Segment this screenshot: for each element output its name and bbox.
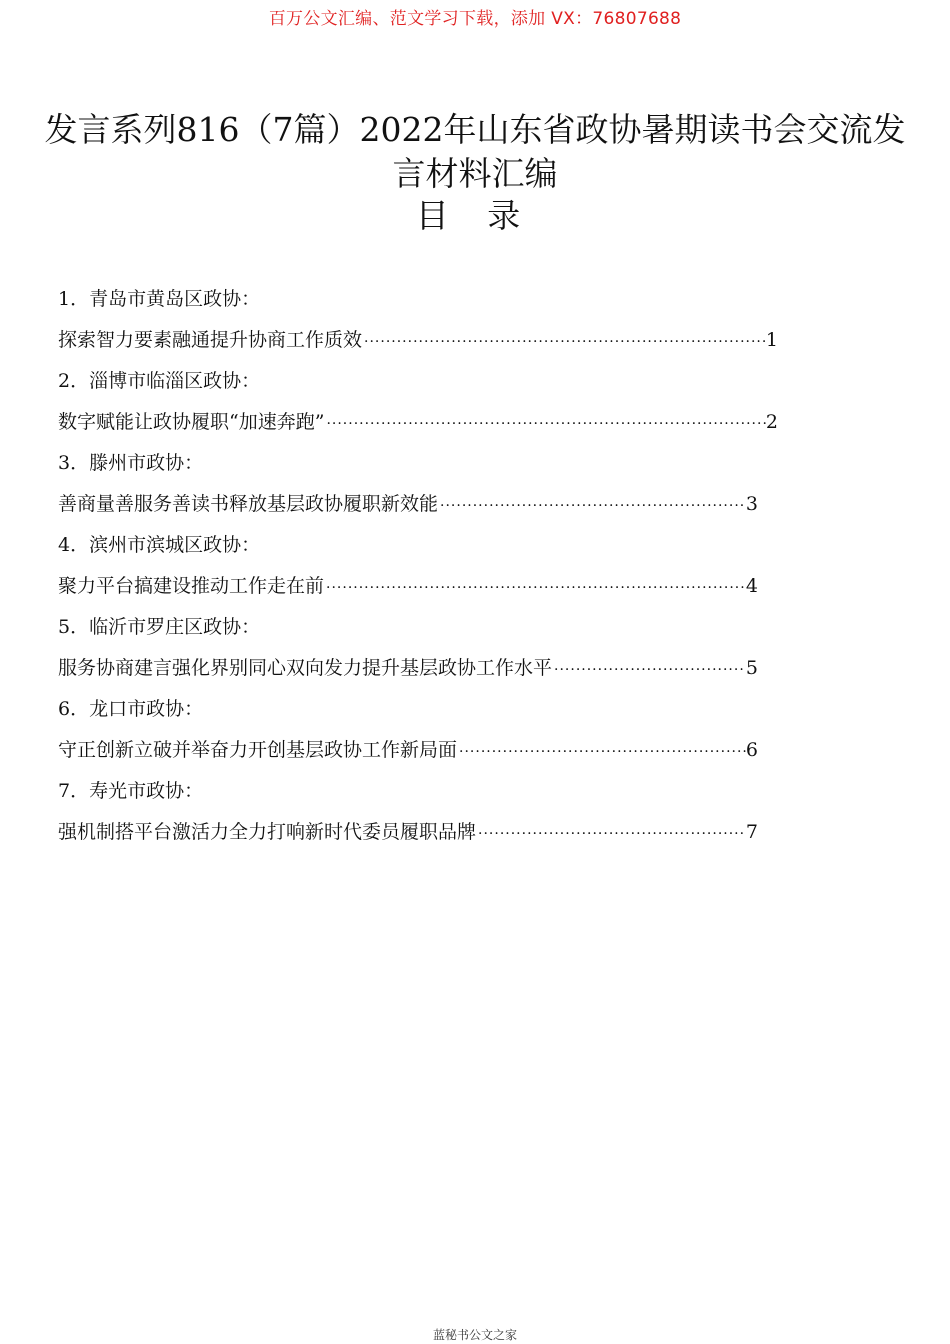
toc-entry <box>58 448 778 530</box>
page-footer: 蓝秘书公文之家 <box>432 1328 517 1342</box>
toc-entry-title: 探索智力要素融通提升协商工作质效 <box>58 329 363 351</box>
toc-entry-link[interactable] <box>58 325 778 366</box>
toc-entry <box>58 284 778 366</box>
toc-entry-link[interactable] <box>58 653 758 694</box>
toc-entry <box>58 694 778 776</box>
toc-entry-link[interactable] <box>58 735 758 776</box>
toc-entry-page: 5 <box>745 657 758 679</box>
toc-heading: 目 录 <box>415 196 535 235</box>
toc-entry-page: 4 <box>745 575 758 597</box>
toc-entry-page: 1 <box>765 329 778 351</box>
toc-entry <box>58 530 778 612</box>
table-of-contents <box>58 284 778 858</box>
dot-leader <box>552 655 746 685</box>
toc-entry-org: 2．淄博市临淄区政协： <box>58 370 261 392</box>
toc-entry-org: 3．滕州市政协： <box>58 452 204 474</box>
document-title: 发言系列816（7篇）2022年山东省政协暑期读书会交流发言材料汇编 <box>44 110 906 193</box>
toc-entry-link[interactable] <box>58 817 758 858</box>
toc-entry <box>58 776 778 858</box>
toc-entry-page: 7 <box>745 821 758 843</box>
dot-leader <box>438 491 746 521</box>
toc-entry-title: 守正创新立破并举奋力开创基层政协工作新局面 <box>58 739 458 761</box>
toc-entry-title: 善商量善服务善读书释放基层政协履职新效能 <box>58 493 439 515</box>
toc-entry-org: 7．寿光市政协： <box>58 780 204 802</box>
toc-entry-org: 6．龙口市政协： <box>58 698 204 720</box>
watermark-banner: 百万公文汇编、范文学习下载，添加 VX：76807688 <box>268 9 682 29</box>
dot-leader <box>457 737 746 767</box>
toc-entry <box>58 366 778 448</box>
toc-entry-title: 数字赋能让政协履职“加速奔跑” <box>58 411 325 433</box>
toc-entry-page: 3 <box>745 493 758 515</box>
toc-entry-page: 2 <box>765 411 778 433</box>
dot-leader <box>324 409 765 439</box>
toc-entry-page: 6 <box>745 739 758 761</box>
toc-entry-org: 1．青岛市黄岛区政协： <box>58 288 261 310</box>
toc-entry-title: 强机制搭平台激活力全力打响新时代委员履职品牌 <box>58 821 477 843</box>
toc-entry-link[interactable] <box>58 571 758 612</box>
dot-leader <box>476 819 746 849</box>
toc-entry-link[interactable] <box>58 489 758 530</box>
dot-leader <box>362 327 766 357</box>
toc-entry-org: 5．临沂市罗庄区政协： <box>58 616 261 638</box>
toc-entry-org: 4．滨州市滨城区政协： <box>58 534 261 556</box>
toc-entry-title: 聚力平台搞建设推动工作走在前 <box>58 575 325 597</box>
toc-entry <box>58 612 778 694</box>
toc-entry-link[interactable] <box>58 407 778 448</box>
dot-leader <box>324 573 746 603</box>
toc-entry-title: 服务协商建言强化界别同心双向发力提升基层政协工作水平 <box>58 657 553 679</box>
